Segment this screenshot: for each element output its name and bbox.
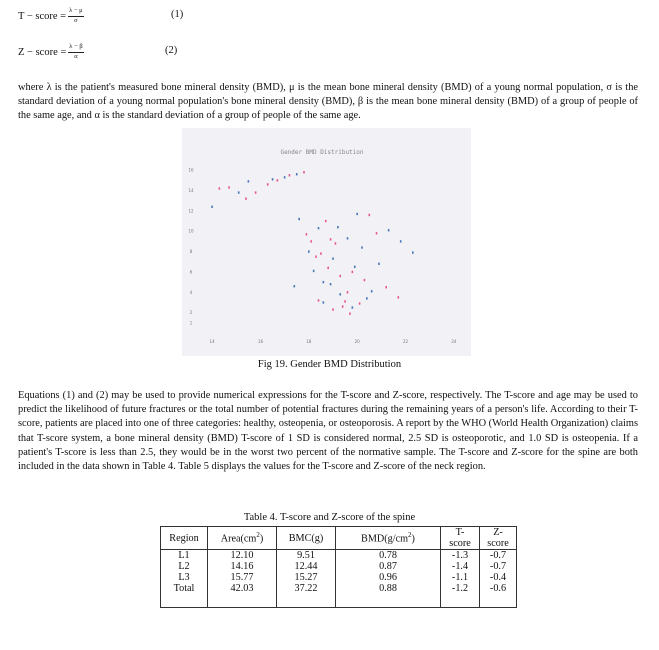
table-row xyxy=(161,550,517,562)
header-bmd xyxy=(336,527,441,550)
scatter-point xyxy=(318,299,320,301)
equation-2-fraction xyxy=(68,44,83,60)
scatter-point xyxy=(347,237,349,239)
equation-2 xyxy=(18,44,84,60)
scatter-point xyxy=(219,187,221,189)
scatter-point xyxy=(303,171,305,173)
table-cell: -1.4 xyxy=(441,561,480,572)
scatter-point xyxy=(354,266,356,268)
table-cell: -0.7 xyxy=(480,550,517,562)
scatter-point xyxy=(296,173,298,175)
scatter-chart xyxy=(182,128,471,356)
header-region: Region xyxy=(161,527,208,550)
scatter-point xyxy=(255,191,257,193)
header-area-label: Area(cm xyxy=(220,533,257,545)
scatter-point xyxy=(310,240,312,242)
scatter-point xyxy=(364,279,366,281)
scatter-point xyxy=(315,255,317,257)
table-cell: 42.03 xyxy=(208,583,277,608)
header-zscore-line1: Z- xyxy=(493,527,503,538)
scatter-point xyxy=(323,281,325,283)
equation-2-lhs: Z − score = xyxy=(18,46,67,58)
y-tick-label: 8 xyxy=(189,249,193,255)
scatter-point xyxy=(412,251,414,253)
x-tick-label: 18 xyxy=(306,339,312,344)
scatter-point xyxy=(356,213,358,215)
scatter-point xyxy=(397,296,399,298)
y-tick-label: 10 xyxy=(188,228,194,234)
scatter-point xyxy=(272,178,274,180)
equation-1-lhs: T − score = xyxy=(18,10,67,22)
table-cell: L1 xyxy=(161,550,208,562)
table-cell: -1.1 xyxy=(441,572,480,583)
scatter-point xyxy=(332,308,334,310)
scatter-point xyxy=(339,275,341,277)
equation-2-numerator: λ − β xyxy=(68,44,83,53)
table-cell: 0.88 xyxy=(336,583,441,608)
x-tick-label: 20 xyxy=(354,339,360,344)
table-header-row xyxy=(161,527,517,550)
table-cell: 12.10 xyxy=(208,550,277,562)
y-tick-label: 14 xyxy=(188,188,194,194)
table-cell: 0.78 xyxy=(336,550,441,562)
scatter-point xyxy=(298,218,300,220)
scatter-point xyxy=(378,263,380,265)
paragraph-2: Equations (1) and (2) may be used to provide numerical expressions for the T-score and Z-score, respectively. The T-score and age may be used to predict the likelihood of future fractures or the total number of potential fractures during the remaining years of a person's life. According to their T-score, patients are placed into one of three categories: healthy, osteopenia, or osteoporosis. A report by the WHO (World Health Organization) claims that T-score system, a bone mineral density (BMD) T-score of 1 SD is considered normal, 2.5 SD is osteoporotic, and 1.0 SD is osteopenia. If a patient's T-score is less than 2.5, they would be in the worst two percent of the normative sample. The T-score and Z-score for the spine are both included in the data shown in Table 4. Table 5 displays the values for the T-score and Z-score of the neck region. xyxy=(18,390,638,473)
table-cell: -1.2 xyxy=(441,583,480,608)
table-cell: 9.51 xyxy=(277,550,336,562)
scatter-point xyxy=(371,290,373,292)
figure-scatter-plot xyxy=(182,128,471,356)
table-cell: -0.6 xyxy=(480,583,517,608)
chart-title: Gender BMD Distribution xyxy=(280,149,364,156)
header-area-close: ) xyxy=(259,533,264,545)
header-zscore-line2: score xyxy=(487,538,509,549)
equation-1-fraction xyxy=(68,8,84,24)
table-cell: L3 xyxy=(161,572,208,583)
y-tick-label: 12 xyxy=(188,208,194,214)
scatter-point xyxy=(245,197,247,199)
header-tscore-line1: T- xyxy=(455,527,465,538)
table-cell: -1.3 xyxy=(441,550,480,562)
equation-2-number: (2) xyxy=(165,45,178,56)
scatter-point xyxy=(335,242,337,244)
y-tick-label: 6 xyxy=(189,269,193,275)
scatter-point xyxy=(385,286,387,288)
equation-1-numerator: λ − μ xyxy=(68,8,84,17)
header-tscore xyxy=(441,527,480,550)
y-tick-label: 4 xyxy=(189,289,193,295)
scatter-point xyxy=(318,227,320,229)
table-cell: 14.16 xyxy=(208,561,277,572)
x-tick-label: 24 xyxy=(451,339,457,344)
scatter-point xyxy=(211,206,213,208)
table-cell: 15.27 xyxy=(277,572,336,583)
scatter-point xyxy=(388,229,390,231)
spine-score-table xyxy=(160,526,517,608)
scatter-point xyxy=(313,270,315,272)
scatter-point xyxy=(308,250,310,252)
scatter-point xyxy=(342,305,344,307)
scatter-point xyxy=(344,300,346,302)
scatter-point xyxy=(284,176,286,178)
table-row xyxy=(161,561,517,572)
table-cell: Total xyxy=(161,583,208,608)
equation-1 xyxy=(18,8,84,24)
scatter-point xyxy=(332,258,334,260)
scatter-point xyxy=(400,240,402,242)
scatter-point xyxy=(238,191,240,193)
header-tscore-line2: score xyxy=(449,538,471,549)
scatter-point xyxy=(337,226,339,228)
table-row xyxy=(161,572,517,583)
header-area-sup: 2 xyxy=(256,531,260,540)
x-tick-label: 14 xyxy=(209,339,215,344)
scatter-point xyxy=(277,179,279,181)
scatter-point xyxy=(347,291,349,293)
scatter-point xyxy=(352,306,354,308)
scatter-point xyxy=(306,233,308,235)
y-tick-label: 2 xyxy=(189,310,193,316)
table-row xyxy=(161,583,517,608)
header-area xyxy=(208,527,277,550)
table-cell: 37.22 xyxy=(277,583,336,608)
scatter-point xyxy=(267,183,269,185)
equation-1-number: (1) xyxy=(171,9,184,20)
table-cell: 12.44 xyxy=(277,561,336,572)
header-bmd-label: BMD(g/cm xyxy=(361,533,409,545)
scatter-point xyxy=(248,180,250,182)
scatter-point xyxy=(366,297,368,299)
y-tick-label: 16 xyxy=(188,167,194,173)
scatter-point xyxy=(339,293,341,295)
scatter-point xyxy=(349,312,351,314)
header-bmd-close: ) xyxy=(411,533,415,545)
scatter-point xyxy=(359,302,361,304)
table-cell: 0.87 xyxy=(336,561,441,572)
header-zscore xyxy=(480,527,517,550)
scatter-point xyxy=(330,238,332,240)
scatter-point xyxy=(325,220,327,222)
figure-caption: Fig 19. Gender BMD Distribution xyxy=(257,359,402,370)
scatter-point xyxy=(327,267,329,269)
table-cell: 0.96 xyxy=(336,572,441,583)
scatter-point xyxy=(323,301,325,303)
table-caption: Table 4. T-score and Z-score of the spine xyxy=(243,512,416,523)
header-bmc: BMC(g) xyxy=(277,527,336,550)
equation-1-denominator: σ xyxy=(74,16,78,24)
scatter-point xyxy=(294,285,296,287)
table-cell: -0.7 xyxy=(480,561,517,572)
scatter-point xyxy=(352,271,354,273)
table-cell: 15.77 xyxy=(208,572,277,583)
scatter-point xyxy=(376,232,378,234)
header-bmd-sup: 2 xyxy=(408,531,412,540)
scatter-point xyxy=(368,214,370,216)
paragraph-1: where λ is the patient's measured bone mineral density (BMD), μ is the mean bone mineral density (BMD) of a young normal population, σ is the standard deviation of a young normal population's bone mineral density (BMD), β is the mean bone mineral density (BMD) of a group of people of the same age, and α is the standard deviation of a group of people of the same age. xyxy=(18,82,638,122)
scatter-point xyxy=(289,174,291,176)
y-tick-label: 1 xyxy=(189,320,193,326)
equation-2-denominator: α xyxy=(74,52,78,60)
scatter-point xyxy=(361,246,363,248)
table-cell: -0.4 xyxy=(480,572,517,583)
x-tick-label: 16 xyxy=(257,339,264,344)
scatter-point xyxy=(330,283,332,285)
scatter-point xyxy=(320,252,322,254)
table-cell: L2 xyxy=(161,561,208,572)
scatter-point xyxy=(228,186,230,188)
x-tick-label: 22 xyxy=(402,339,409,344)
